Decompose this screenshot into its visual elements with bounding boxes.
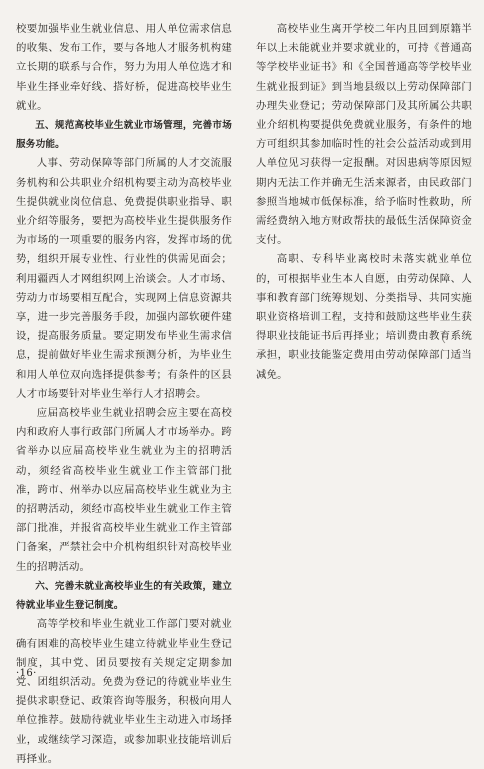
section-heading-6: 六、完善未就业高校毕业生的有关政策，建立待就业毕业生登记制度。 [16, 580, 232, 612]
scan-speck [440, 332, 448, 344]
paragraph: 校要加强毕业生就业信息、用人单位需求信息的收集、发布工作，要与各地人才服务机构建立长期的联系与合作，努力为用人单位选才和毕业生择业牵好线、搭好桥，促进高校毕业生就业。 [16, 23, 232, 112]
left-column [16, 20, 232, 769]
paragraph: 高校毕业生离开学校二年内且回到原籍半年以上未能就业并要求就业的，可持《普通高等学校毕业证书》和《全国普通高等学校毕业生就业报到证》到当地县级以上劳动保障部门办理失业登记；劳动保障部门及其所属公共职业介绍机构要提供免费就业服务，有条件的地方可组织其参加临时性的社会公益活动或到用人单位见习获得一定报酬。对因患病等原因短期内无法工作并确无生活来源者，由民政部门参照当地城市低保标准，给予临时性救助，所需经费纳入地方财政帮扶的最低生活保障资金支付。 [256, 23, 472, 247]
paragraph: 高职、专科毕业离校时未落实就业单位的，可根据毕业生本人自愿，由劳动保障、人事和教育部门统筹规划、分类指导、共同实施职业资格培训工程，支持和鼓励这些毕业生获得职业技能证书后再择业；培训费由教育系统承担，职业技能鉴定费用由劳动保障部门适当减免。 [256, 253, 472, 381]
section-heading-5: 五、规范高校毕业生就业市场管理，完善市场服务功能。 [16, 120, 232, 151]
page-number: ·16· [16, 668, 37, 679]
paragraph: 应届高校毕业生就业招聘会应主要在高校内和政府人事行政部门所属人才市场举办。跨省举办以应届高校毕业生就业为主的招聘活动，须经省高校毕业生就业工作主管部门批准，跨市、州举办以应届高校毕业生就业为主的招聘活动，须经市高校毕业生就业工作主管部门批准，并报省高校毕业生就业工作主管部门备案，严禁社会中介机构组织针对高校毕业生的招聘活动。 [16, 407, 232, 573]
paragraph: 人事、劳动保障等部门所属的人才交流服务机构和公共职业介绍机构要主动为高校毕业生提供就业岗位信息、免费提供职业指导、职业介绍等服务，要把为高校毕业生提供服务作为市场的一项重要的服务内容，发挥市场的优势，组织开展专业性、行业性的供需见面会；利用疆西人才网组织网上治谈会。人才市场、劳动力市场要相互配合，实现网上信息资源共享，进一步完善服务手段，加强内部软硬件建设，提高服务质量。要定期发布毕业生需求信息，提前做好毕业生需求预测分析，为毕业生和用人单位双向选择提供参考；有条件的区县人才市场要针对毕业生举行人才招聘会。 [16, 157, 232, 400]
right-column [256, 20, 472, 385]
paragraph: 高等学校和毕业生就业工作部门要对就业确有困难的高校毕业生建立待就业毕业生登记制度，其中党、团员要按有关规定定期参加党、团组织活动。免费为登记的待就业毕业生提供求职登记、政策咨询等服务，积极向用人单位推荐。鼓励待就业毕业生主动进入市场择业，或继续学习深造，或参加职业技能培训后再择业。 [16, 618, 232, 765]
